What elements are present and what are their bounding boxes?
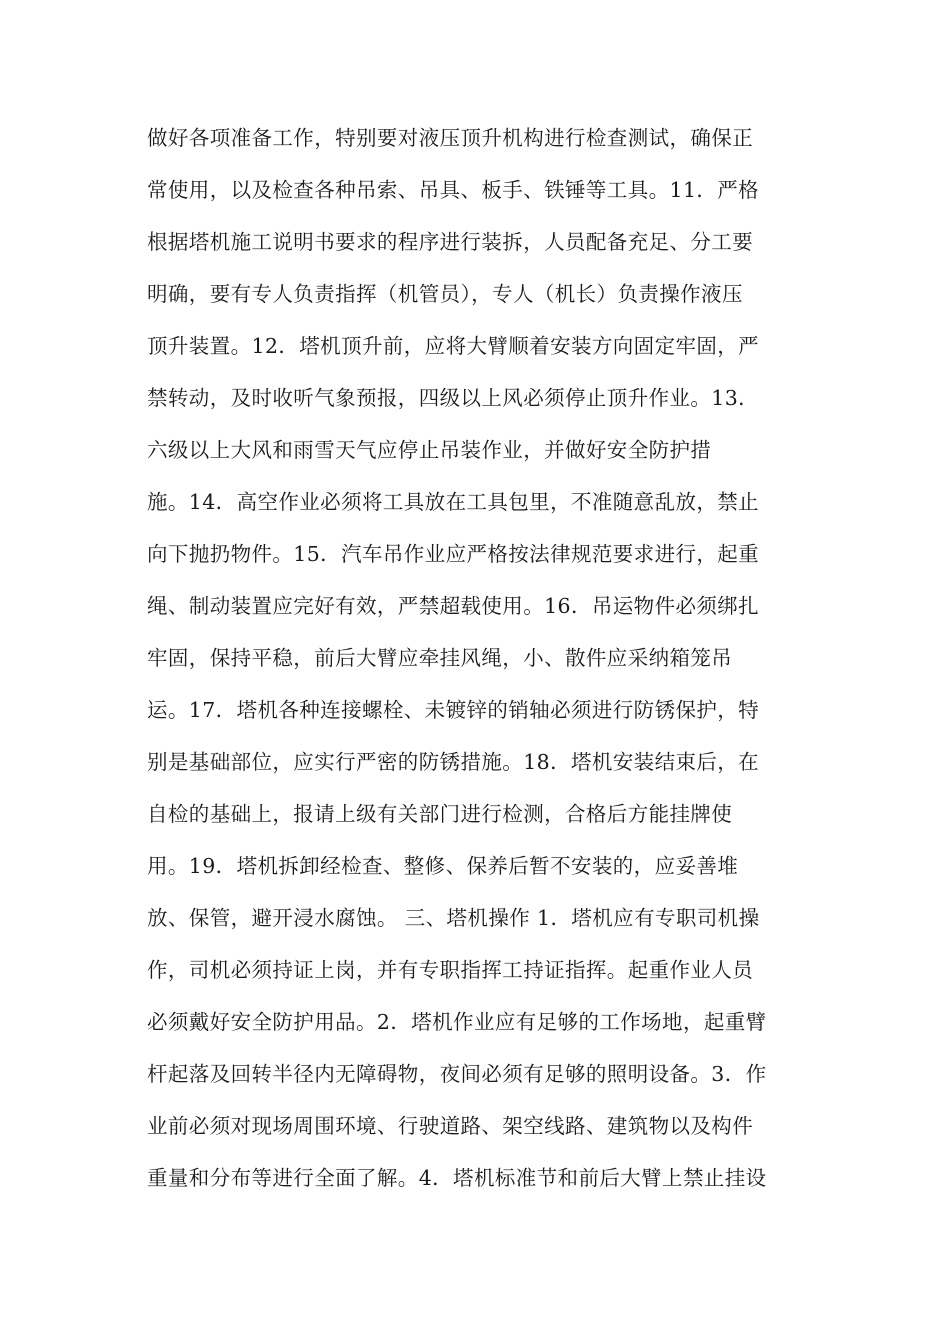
text-line: 自检的基础上，报请上级有关部门进行检测，合格后方能挂牌使 — [147, 802, 733, 826]
text-line: 常使用，以及检查各种吊索、吊具、板手、铁锤等工具。11．严格 — [147, 178, 760, 202]
text-line: 作，司机必须持证上岗，并有专职指挥工持证指挥。起重作业人员 — [147, 958, 754, 982]
text-line: 根据塔机施工说明书要求的程序进行装拆，人员配备充足、分工要 — [147, 230, 754, 254]
body-text — [147, 112, 827, 1204]
text-line: 六级以上大风和雨雪天气应停止吊装作业，并做好安全防护措 — [147, 438, 712, 462]
text-line: 业前必须对现场周围环境、行驶道路、架空线路、建筑物以及构件 — [147, 1114, 754, 1138]
text-line: 顶升装置。12．塔机顶升前，应将大臂顺着安装方向固定牢固，严 — [147, 334, 760, 358]
text-line: 用。19．塔机拆卸经检查、整修、保养后暂不安装的，应妥善堆 — [147, 854, 739, 878]
text-line: 运。17．塔机各种连接螺栓、未镀锌的销轴必须进行防锈保护，特 — [147, 698, 760, 722]
text-line: 施。14．高空作业必须将工具放在工具包里，不准随意乱放，禁止 — [147, 490, 760, 514]
text-line: 重量和分布等进行全面了解。4．塔机标准节和前后大臂上禁止挂设 — [147, 1166, 767, 1190]
text-line: 明确，要有专人负责指挥（机管员），专人（机长）负责操作液压 — [147, 282, 743, 306]
text-line: 向下抛扔物件。15．汽车吊作业应严格按法律规范要求进行，起重 — [147, 542, 760, 566]
text-line: 牢固，保持平稳，前后大臂应牵挂风绳，小、散件应采纳箱笼吊 — [147, 646, 733, 670]
text-line: 禁转动，及时收听气象预报，四级以上风必须停止顶升作业。13． — [147, 386, 760, 410]
text-line: 别是基础部位，应实行严密的防锈措施。18．塔机安装结束后，在 — [147, 750, 760, 774]
text-line: 杆起落及回转半径内无障碍物，夜间必须有足够的照明设备。3．作 — [147, 1062, 767, 1086]
text-line: 必须戴好安全防护用品。2．塔机作业应有足够的工作场地，起重臂 — [147, 1010, 767, 1034]
text-line: 放、保管，避开浸水腐蚀。 三、塔机操作 1．塔机应有专职司机操 — [147, 906, 760, 930]
text-line: 绳、制动装置应完好有效，严禁超载使用。16．吊运物件必须绑扎 — [147, 594, 760, 618]
text-line: 做好各项准备工作，特别要对液压顶升机构进行检查测试，确保正 — [147, 126, 754, 150]
